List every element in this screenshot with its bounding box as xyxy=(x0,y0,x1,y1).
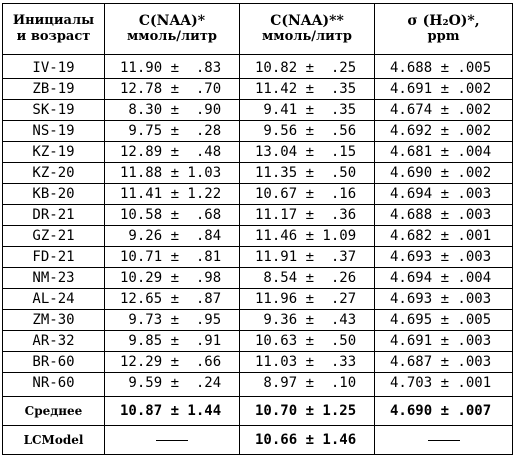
table-row xyxy=(3,268,513,289)
sigma-value: 4.681 ± .004 xyxy=(375,142,513,163)
naa-1-value: 10.29 ± .98 xyxy=(105,268,240,289)
mean-sigma: 4.690 ± .007 xyxy=(375,397,513,426)
naa-1-value: 11.90 ± .83 xyxy=(105,55,240,79)
naa-1-value: 8.30 ± .90 xyxy=(105,100,240,121)
subject-id: NS-19 xyxy=(3,121,105,142)
naa-2-value: 11.17 ± .36 xyxy=(240,205,375,226)
mean-naa-2: 10.70 ± 1.25 xyxy=(240,397,375,426)
naa-2-value: 11.42 ± .35 xyxy=(240,79,375,100)
header-sigma-water: σ (H₂O)*, ppm xyxy=(375,4,513,55)
table-row xyxy=(3,310,513,331)
table-row xyxy=(3,55,513,79)
naa-2-value: 11.91 ± .37 xyxy=(240,247,375,268)
subject-id: GZ-21 xyxy=(3,226,105,247)
sigma-value: 4.674 ± .002 xyxy=(375,100,513,121)
sigma-value: 4.690 ± .002 xyxy=(375,163,513,184)
lcmodel-naa-1-empty xyxy=(105,426,240,455)
naa-2-value: 11.03 ± .33 xyxy=(240,352,375,373)
empty-dash xyxy=(428,440,460,441)
sigma-value: 4.695 ± .005 xyxy=(375,310,513,331)
table-row xyxy=(3,352,513,373)
subject-id: KZ-20 xyxy=(3,163,105,184)
naa-2-value: 13.04 ± .15 xyxy=(240,142,375,163)
naa-2-value: 10.63 ± .50 xyxy=(240,331,375,352)
subject-id: ZM-30 xyxy=(3,310,105,331)
naa-2-value: 8.54 ± .26 xyxy=(240,268,375,289)
table-row xyxy=(3,226,513,247)
lcmodel-row xyxy=(3,426,513,455)
subject-id: KZ-19 xyxy=(3,142,105,163)
naa-1-value: 9.59 ± .24 xyxy=(105,373,240,397)
header-naa-1: C(NAA)* ммоль/литр xyxy=(105,4,240,55)
naa-1-value: 10.58 ± .68 xyxy=(105,205,240,226)
subject-id: SK-19 xyxy=(3,100,105,121)
naa-1-value: 10.71 ± .81 xyxy=(105,247,240,268)
mean-naa-1: 10.87 ± 1.44 xyxy=(105,397,240,426)
sigma-value: 4.692 ± .002 xyxy=(375,121,513,142)
sigma-value: 4.691 ± .003 xyxy=(375,331,513,352)
mean-label: Среднее xyxy=(3,397,105,426)
header-initials-age: Инициалы и возраст xyxy=(3,4,105,55)
naa-2-value: 9.36 ± .43 xyxy=(240,310,375,331)
header-naa-2: C(NAA)** ммоль/литр xyxy=(240,4,375,55)
table-row xyxy=(3,331,513,352)
sigma-value: 4.682 ± .001 xyxy=(375,226,513,247)
table-row xyxy=(3,373,513,397)
naa-1-value: 11.41 ± 1.22 xyxy=(105,184,240,205)
sigma-value: 4.687 ± .003 xyxy=(375,352,513,373)
subject-id: BR-60 xyxy=(3,352,105,373)
naa-2-value: 8.97 ± .10 xyxy=(240,373,375,397)
naa-1-value: 9.73 ± .95 xyxy=(105,310,240,331)
naa-1-value: 12.89 ± .48 xyxy=(105,142,240,163)
sigma-value: 4.694 ± .003 xyxy=(375,184,513,205)
sigma-value: 4.688 ± .005 xyxy=(375,55,513,79)
table-row xyxy=(3,100,513,121)
table-row xyxy=(3,163,513,184)
subject-id: AR-32 xyxy=(3,331,105,352)
header-row xyxy=(3,4,513,55)
subject-id: KB-20 xyxy=(3,184,105,205)
sigma-value: 4.703 ± .001 xyxy=(375,373,513,397)
data-rows xyxy=(3,55,513,397)
naa-2-value: 10.67 ± .16 xyxy=(240,184,375,205)
table-row xyxy=(3,121,513,142)
naa-2-value: 11.35 ± .50 xyxy=(240,163,375,184)
table-row xyxy=(3,184,513,205)
naa-1-value: 9.75 ± .28 xyxy=(105,121,240,142)
table-row xyxy=(3,289,513,310)
table-row xyxy=(3,247,513,268)
subject-id: ZB-19 xyxy=(3,79,105,100)
subject-id: IV-19 xyxy=(3,55,105,79)
table-row xyxy=(3,205,513,226)
sigma-value: 4.693 ± .003 xyxy=(375,247,513,268)
lcmodel-sigma-empty xyxy=(375,426,513,455)
naa-1-value: 12.65 ± .87 xyxy=(105,289,240,310)
naa-results-table xyxy=(2,3,513,455)
sigma-value: 4.693 ± .003 xyxy=(375,289,513,310)
table-row xyxy=(3,79,513,100)
naa-2-value: 9.41 ± .35 xyxy=(240,100,375,121)
lcmodel-naa-2: 10.66 ± 1.46 xyxy=(240,426,375,455)
table-row xyxy=(3,142,513,163)
subject-id: NM-23 xyxy=(3,268,105,289)
naa-2-value: 11.96 ± .27 xyxy=(240,289,375,310)
subject-id: FD-21 xyxy=(3,247,105,268)
naa-1-value: 11.88 ± 1.03 xyxy=(105,163,240,184)
empty-dash xyxy=(156,440,188,441)
subject-id: NR-60 xyxy=(3,373,105,397)
sigma-value: 4.691 ± .002 xyxy=(375,79,513,100)
mean-row xyxy=(3,397,513,426)
naa-2-value: 10.82 ± .25 xyxy=(240,55,375,79)
naa-1-value: 12.29 ± .66 xyxy=(105,352,240,373)
naa-1-value: 9.85 ± .91 xyxy=(105,331,240,352)
subject-id: AL-24 xyxy=(3,289,105,310)
subject-id: DR-21 xyxy=(3,205,105,226)
lcmodel-label: LCModel xyxy=(3,426,105,455)
naa-2-value: 9.56 ± .56 xyxy=(240,121,375,142)
naa-1-value: 9.26 ± .84 xyxy=(105,226,240,247)
naa-2-value: 11.46 ± 1.09 xyxy=(240,226,375,247)
sigma-value: 4.694 ± .004 xyxy=(375,268,513,289)
naa-1-value: 12.78 ± .70 xyxy=(105,79,240,100)
sigma-value: 4.688 ± .003 xyxy=(375,205,513,226)
